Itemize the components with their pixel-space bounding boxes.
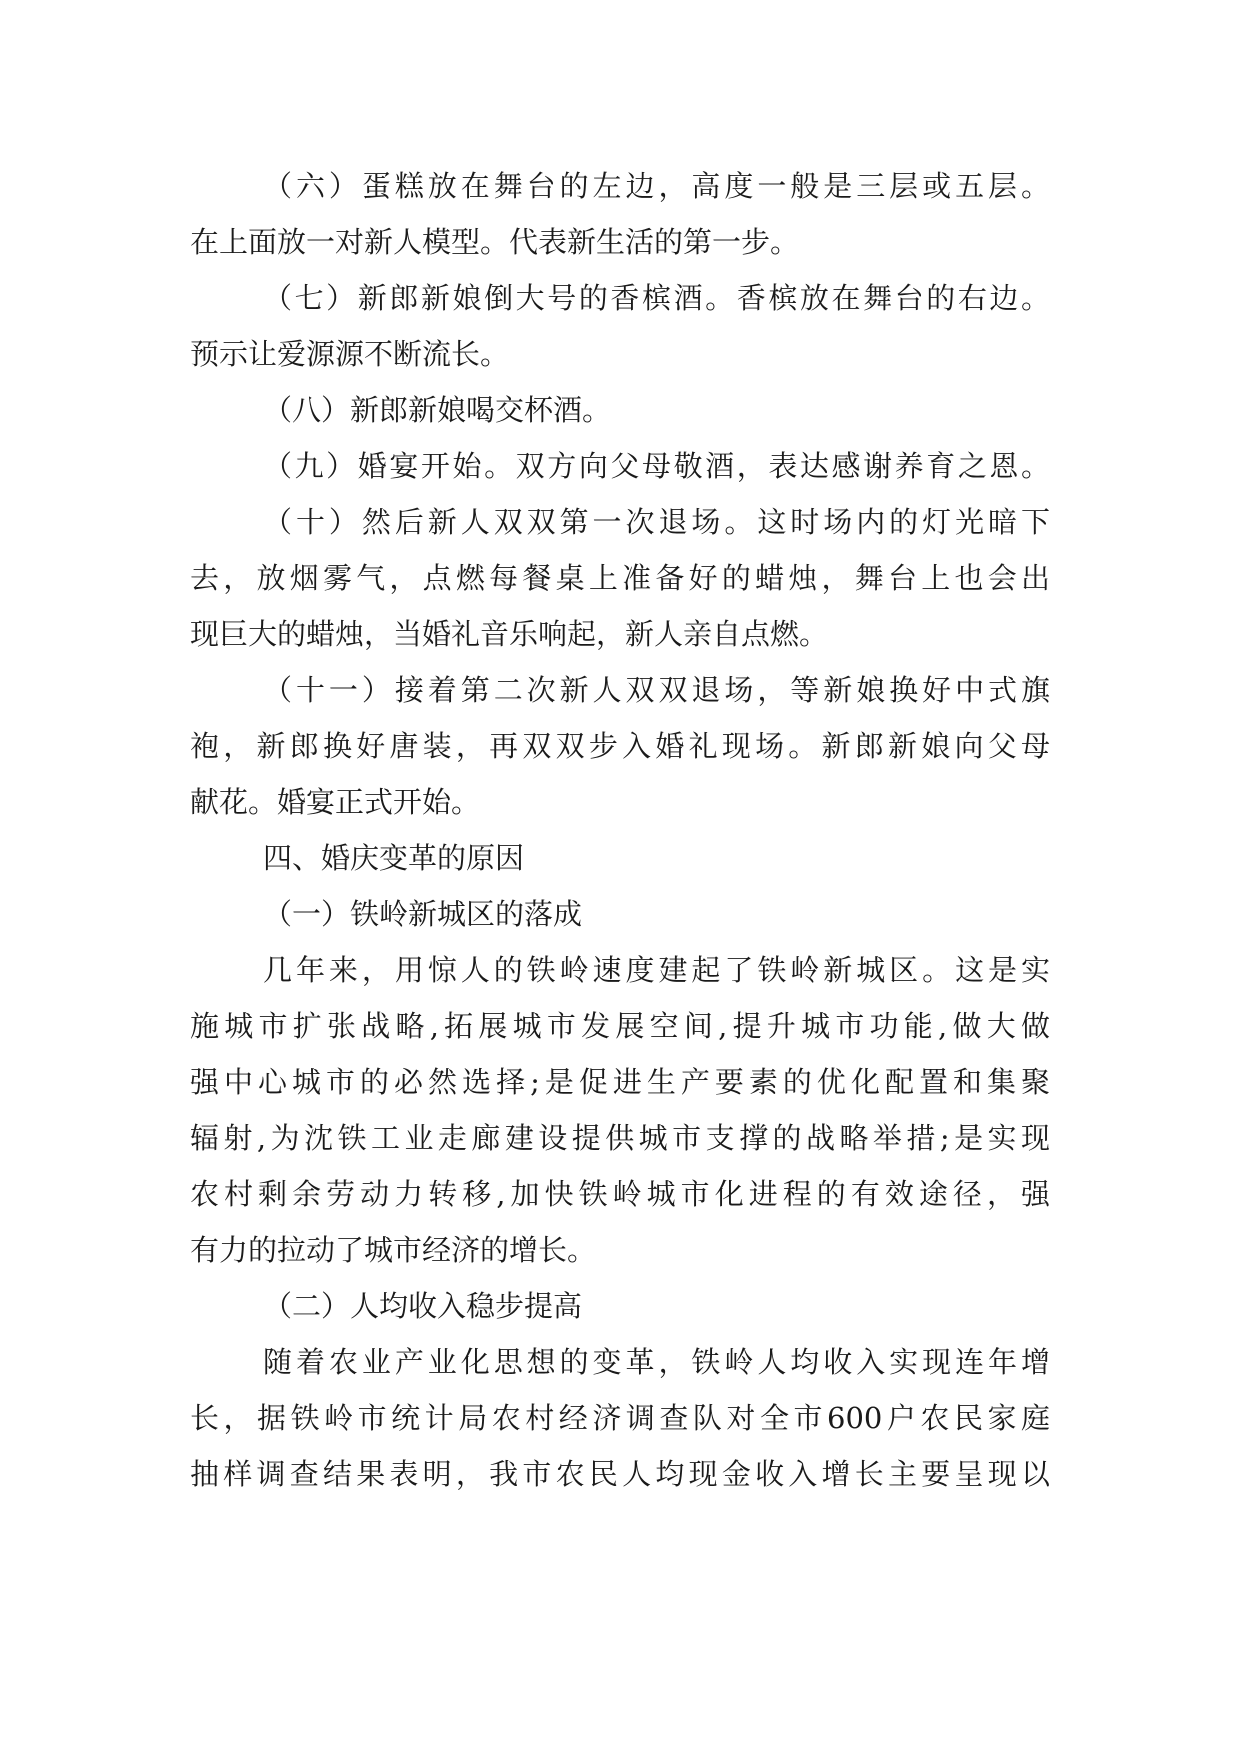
text-line: 辐射,为沈铁工业走廊建设提供城市支撑的战略举措;是实现 [190,1121,1050,1155]
text-line: 随着农业产业化思想的变革，铁岭人均收入实现连年增 [263,1345,1050,1379]
text-line: 袍，新郎换好唐装，再双双步入婚礼现场。新郎新娘向父母 [190,729,1050,763]
text-line: 施城市扩张战略,拓展城市发展空间,提升城市功能,做大做 [190,1009,1050,1043]
subsection-heading: （二）人均收入稳步提高 [263,1289,583,1323]
text-line: 有力的拉动了城市经济的增长。 [190,1233,597,1267]
text-line: 抽样调查结果表明，我市农民人均现金收入增长主要呈现以 [190,1457,1050,1491]
text-line: （十）然后新人双双第一次退场。这时场内的灯光暗下 [263,505,1050,539]
text-line: 长，据铁岭市统计局农村经济调查队对全市600户农民家庭 [190,1401,1050,1435]
text-line: 现巨大的蜡烛，当婚礼音乐响起，新人亲自点燃。 [190,617,829,651]
text-line: 农村剩余劳动力转移,加快铁岭城市化进程的有效途径，强 [190,1177,1050,1211]
subsection-heading: （一）铁岭新城区的落成 [263,897,583,931]
section-heading: 四、婚庆变革的原因 [263,841,525,875]
text-line: （八）新郎新娘喝交杯酒。 [263,393,612,427]
text-line: 预示让爱源源不断流长。 [190,337,510,371]
text-line: （九）婚宴开始。双方向父母敬酒，表达感谢养育之恩。 [263,449,1050,483]
text-line: （七）新郎新娘倒大号的香槟酒。香槟放在舞台的右边。 [263,281,1050,315]
text-line: 强中心城市的必然选择;是促进生产要素的优化配置和集聚 [190,1065,1050,1099]
text-line: 献花。婚宴正式开始。 [190,785,481,819]
text-line: 几年来，用惊人的铁岭速度建起了铁岭新城区。这是实 [263,953,1050,987]
text-line: 去，放烟雾气，点燃每餐桌上准备好的蜡烛，舞台上也会出 [190,561,1050,595]
text-line: 在上面放一对新人模型。代表新生活的第一步。 [190,225,800,259]
text-line: （十一）接着第二次新人双双退场，等新娘换好中式旗 [263,673,1050,707]
text-line: （六）蛋糕放在舞台的左边，高度一般是三层或五层。 [263,169,1050,203]
